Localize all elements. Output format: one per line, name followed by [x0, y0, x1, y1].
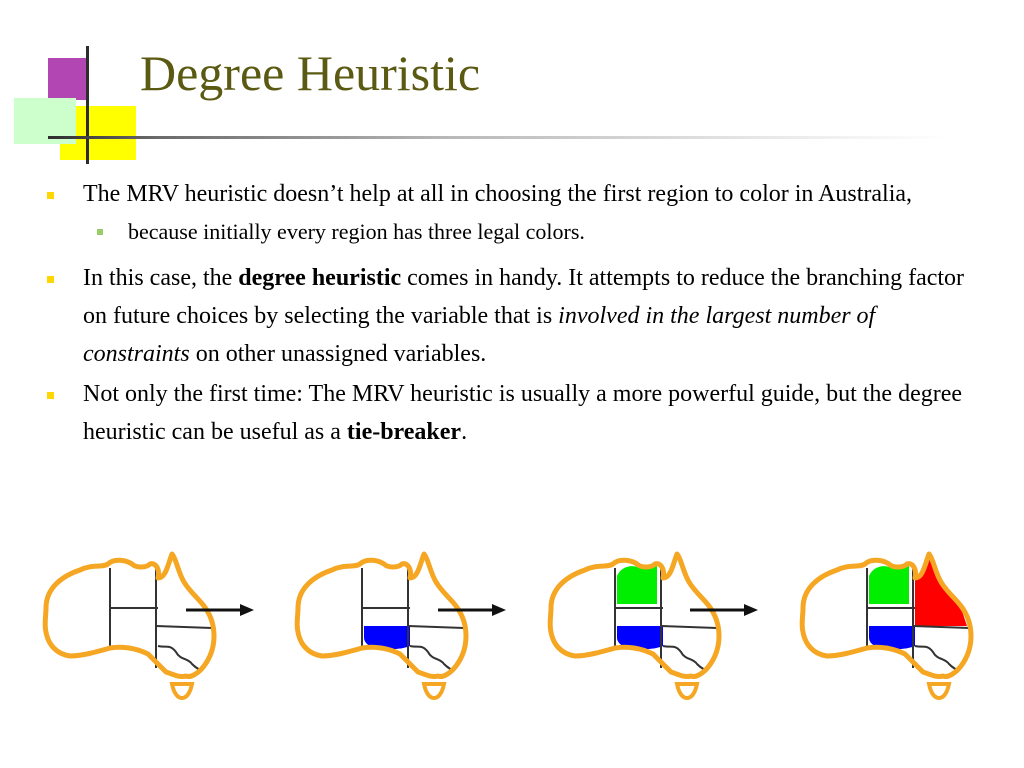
- australia-map-3: [550, 554, 719, 698]
- border-q-nsw: [661, 626, 717, 628]
- bullet-italic-phrase: involved in the largest number of constraints: [83, 303, 876, 367]
- region-nt-fill: [617, 566, 657, 604]
- bullet-marker: [47, 392, 54, 399]
- bullet-bold-term: tie-breaker: [346, 419, 462, 445]
- australia-map-sequence: [0, 540, 1024, 700]
- border-nsw-vic: [663, 646, 707, 670]
- decor-vertical-line: [86, 46, 89, 164]
- bullet-degree-heuristic: [40, 259, 980, 373]
- border-nsw-vic: [410, 646, 454, 670]
- decor-magenta-square: [48, 58, 88, 100]
- australia-outline: [45, 554, 214, 677]
- sub-bullet-text: because initially every region has three legal colors.: [128, 219, 585, 244]
- border-q-nsw: [408, 626, 464, 628]
- australia-map-1: [45, 554, 214, 698]
- border-q-nsw: [913, 626, 969, 628]
- bullet-text-pre: Not only the first time: The MRV heuristic is usually a more powerful guide, but the degree heuristic can be useful as a: [83, 381, 963, 445]
- tasmania-outline: [677, 684, 697, 698]
- tasmania-outline: [424, 684, 444, 698]
- bullet-marker: [47, 192, 54, 199]
- arrow-head-3: [744, 604, 758, 616]
- sub-bullet-marker: [97, 229, 103, 235]
- region-nt-fill: [869, 566, 909, 604]
- bullet-bold-term: degree heuristic: [238, 265, 402, 291]
- bullet-text: The MRV heuristic doesn’t help at all in choosing the first region to color in Australia,: [83, 181, 913, 207]
- bullet-list: [40, 175, 980, 453]
- bullet-marker: [47, 276, 54, 283]
- slide-title: Degree Heuristic: [140, 45, 481, 101]
- arrow-head-1: [240, 604, 254, 616]
- australia-outline: [297, 554, 466, 677]
- bullet-text-pre: In this case, the: [83, 265, 239, 291]
- tasmania-outline: [172, 684, 192, 698]
- tasmania-outline: [929, 684, 949, 698]
- arrow-head-2: [492, 604, 506, 616]
- border-q-nsw: [156, 626, 212, 628]
- sub-bullet-three-colors: [40, 215, 980, 249]
- australia-map-4: [802, 554, 971, 698]
- bullet-text-mid: comes in handy. It attempts to reduce the branching factor on future choices by selecting the variable that is: [83, 265, 965, 329]
- bullet-mrv-limitation: [40, 175, 980, 213]
- bullet-text-post: on other unassigned variables.: [189, 341, 487, 367]
- bullet-text-post: .: [461, 419, 468, 445]
- bullet-tie-breaker: [40, 375, 980, 451]
- border-nsw-vic: [915, 646, 959, 670]
- decor-horizontal-line: [48, 136, 948, 139]
- australia-map-2: [297, 554, 466, 698]
- border-nsw-vic: [158, 646, 202, 670]
